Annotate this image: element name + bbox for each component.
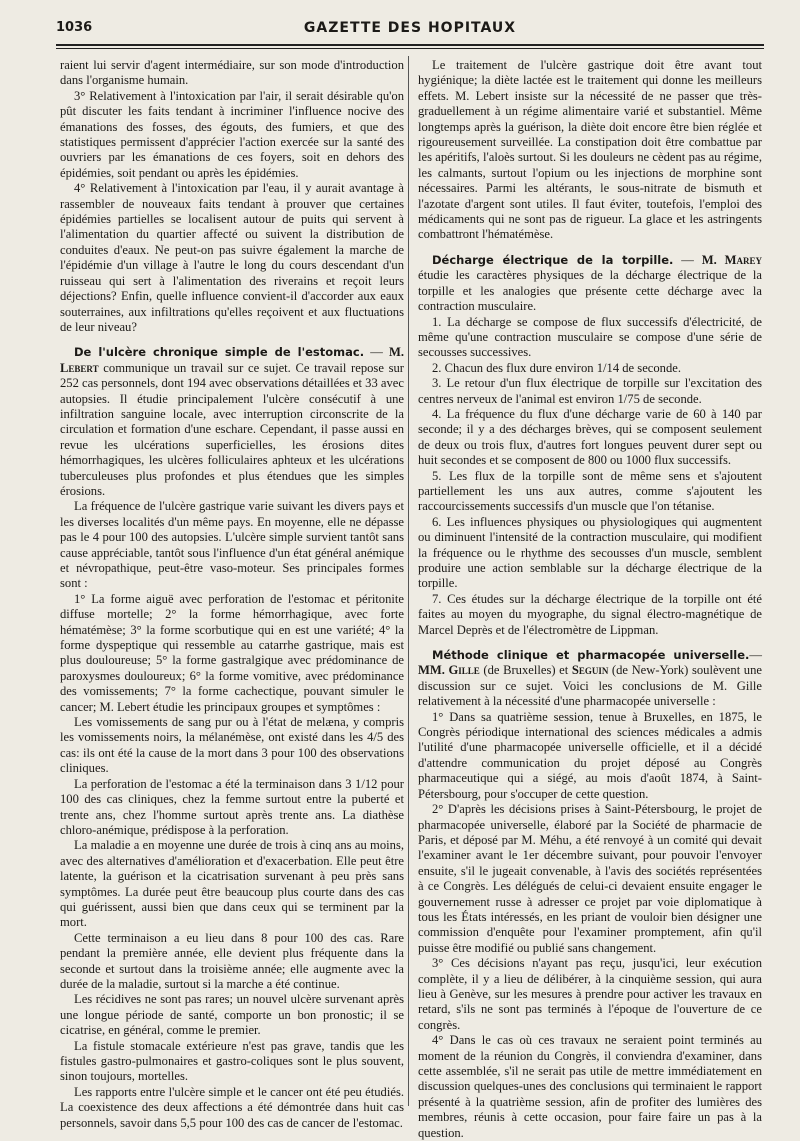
author-name: M. Marey <box>701 252 763 267</box>
paragraph: 1. La décharge se compose de flux successifs d'électricité, de même qu'une contraction musculaire se compose d'une série de secousses successives. <box>418 314 762 360</box>
dash: — <box>749 648 762 663</box>
paragraph-text: étudie les caractères physiques de la décharge électrique de la torpille et les analogies que présente cette décharge avec la contraction musculaire. <box>418 268 762 314</box>
section-title: Décharge électrique de la torpille. <box>432 252 674 267</box>
paragraph-text: (de Bruxelles) et <box>479 663 572 678</box>
section-lead-pharmacopee <box>418 648 762 710</box>
paragraph: 5. Les flux de la torpille sont de même sens et s'ajoutent partiellement les uns aux autres, comme s'ajoutent les raccourcissements successifs d'un muscle que l'on tétanise. <box>418 468 762 514</box>
column-divider <box>408 56 409 1106</box>
author-name: MM. Gille <box>418 663 480 678</box>
paragraph: 1° La forme aiguë avec perforation de l'estomac et péritonite diffuse mortelle; 2° la forme hémorrhagique, avec forte hématémèse; 3° la forme scorbutique qui en est une variété; 4° la forme dyspeptique qui ressemble au catarrhe gastrique, mais est plus douloureuse; 5° la forme gastralgique avec prédominance de paroxysmes douloureux; 6° la forme vomitive, avec prédominance des vomissements; 7° la forme cachectique, pouvant simuler le cancer; M. Lebert étudie les principaux groupes et symptômes : <box>60 591 404 714</box>
section-title: De l'ulcère chronique simple de l'estomac. <box>74 345 365 360</box>
dash: — <box>364 345 389 360</box>
paragraph: 4. La fréquence du flux d'une décharge varie de 60 à 140 par seconde; il y a des décharges brèves, qui se composent seulement de deux ou trois flux, d'autres fort longues peuvent durer sept ou huit secondes et se composent de 800 ou 1000 flux successifs. <box>418 406 762 468</box>
paragraph: 7. Ces études sur la décharge électrique de la torpille ont été faites au moyen du myographe, du signal électro-magnétique de Marcel Deprès et de l'électromètre de Lippman. <box>418 591 762 637</box>
section-lead-ulcere <box>60 345 404 499</box>
section-title: Méthode clinique et pharmacopée universelle. <box>432 648 750 663</box>
header-rule-thick <box>56 44 764 46</box>
paragraph: 6. Les influences physiques ou physiologiques qui augmentent ou diminuent l'intensité de la contraction musculaire, qui modifient la fréquence ou le rhythme des secousses d'un muscle, semblent produire une action semblable sur la décharge électrique de la torpille. <box>418 514 762 591</box>
dash: — <box>673 252 702 267</box>
paragraph: Le traitement de l'ulcère gastrique doit être avant tout hygiénique; la diète lactée est le traitement qui donne les meilleurs effets. M. Lebert insiste sur la nécessité de ne passer que très-graduellement à un régime alimentaire varié et substantiel. Même longtemps après la guérison, la diète doit encore être bien réglée et rigoureusement surveillée. La constipation doit être combattue par les apéritifs, l'aloès surtout. Si les douleurs ne cèdent pas au régime, les calmants, surtout l'opium ou les injections de morphine sont nécessaires. Parmi les altérants, le sous-nitrate de bismuth et l'azotate d'argent sont utiles. Il faut éviter, toutefois, l'emploi des médicaments qui ne sont pas de rigueur. La glace et les astringents combattront l'hématémèse. <box>418 58 762 242</box>
author-name: Seguin <box>571 663 609 678</box>
paragraph: 3. Le retour d'un flux électrique de torpille sur l'excitation des centres nerveux de l'animal est environ 1/75 de seconde. <box>418 376 762 406</box>
paragraph: 3° Ces décisions n'ayant pas reçu, jusqu'ici, leur exécution complète, il y a lieu de délibérer, à la cinquième session, qui aura lieu à Genève, sur les mesures à prendre pour activer les travaux en retard, s'ils ne sont pas terminés à l'époque de l'ouverture de ce congrès. <box>418 956 762 1032</box>
paragraph-text: (de New-York) soulèvent une discussion sur ce sujet. Voici les conclusions de M. Gille relativement à la nécessité d'une pharmacopée universelle : <box>418 663 762 709</box>
paragraph: Les rapports entre l'ulcère simple et le cancer ont été peu étudiés. La coexistence des deux affections a été démontrée dans huit cas personnels, savoir dans 5,5 pour 100 des cas de cancer de l'estomac. <box>60 1084 404 1130</box>
section-lead-torpille <box>418 253 762 315</box>
paragraph: 2. Chacun des flux dure environ 1/14 de seconde. <box>432 360 682 375</box>
paragraph: 4° Relativement à l'intoxication par l'eau, il y aurait avantage à rassembler de nouveaux faits tendant à prouver que certaines épidémies partielles se localisent autour de puits qui servent à l'alimentation du quartier affecté ou suivent la distribution de conduites d'eaux. Ne peut-on pas suivre également la marche de l'épidémie d'un village à l'autre le long du cours descendant d'un ruisseau qui sert à l'alimentation des riverains et reçoit leurs déjections? Enfin, quelle influence convient-il d'accorder aux eaux souterraines, aux infiltrations qu'elles reçoivent et aux fluctuations de leur niveau? <box>60 181 404 334</box>
running-title: GAZETTE DES HOPITAUX <box>303 20 517 36</box>
paragraph: La perforation de l'estomac a été la terminaison dans 3 1/12 pour 100 des cas cliniques, chez la femme surtout entre la puberté et trente ans, chez l'homme surtout après trente ans. La diathèse chloro-anémique, prédispose à la perforation. <box>60 776 404 837</box>
author-name: M. Lebert <box>60 345 404 375</box>
paragraph: 1° Dans sa quatrième session, tenue à Bruxelles, en 1875, le Congrès périodique international des sciences médicales a admis l'utilité d'une pharmacopée universelle officielle, et il a décidé d'attendre communication du projet déposé au Congrès pharmaceutique qui a siégé, au mois d'août 1874, à Saint-Pétersbourg, pour s'occuper de cette question. <box>418 709 762 801</box>
paragraph-text: communique un travail sur ce sujet. Ce travail repose sur 252 cas personnels, dont 194 avec observations détaillées et 33 avec autopsies. Il étudie principalement l'ulcère consécutif à une infiltration sanguine locale, avec interruption circonscrite de la circulation et formation d'une eschare. Cependant, il passe aussi en revue les ulcérations superficielles, les érosions dites hémorrhagiques, les ulcères folliculaires aphteux et les ulcérations tuberculeuses plus profondes et plus étendues que les simples érosions. <box>60 360 404 498</box>
paragraph: La fistule stomacale extérieure n'est pas grave, tandis que les fistules gastro-pulmonaires et gastro-coliques sont le plus souvent, sinon toujours, mortelles. <box>60 1038 404 1084</box>
paragraph: 4° Dans le cas où ces travaux ne seraient point terminés au moment de la réunion du Congrès, il conviendra d'examiner, dans cette assemblée, s'il ne serait pas utile de mettre immédiatement en discussion quelques-unes des conclusions qui terminaient le rapport présenté à la quatrième session, afin de profiter des lumières des membres, réunis à cette occasion, pour faire faire un pas à la question. <box>418 1033 762 1140</box>
paragraph: La maladie a en moyenne une durée de trois à cinq ans au moins, avec des alternatives d'amélioration et d'exacerbation. Elle peut être latente, la guérison et la cicatrisation survenant à peu près sans symptômes. La durée peut être beaucoup plus courte dans des cas qui guérissent, aussi bien que dans ceux qui se terminent par la mort. <box>60 838 404 930</box>
paragraph: La fréquence de l'ulcère gastrique varie suivant les divers pays et les diverses localités d'un même pays. En moyenne, elle ne dépasse pas le 4 pour 100 des autopsies. L'ulcère simple survient tantôt sans cause appréciable, tantôt sous l'influence d'un état général anémique et névropathique, peut-être vaso-moteur. Ses principales formes sont : <box>60 499 404 591</box>
paragraph: 2° D'après les décisions prises à Saint-Pétersbourg, le projet de pharmacopée universelle, élaboré par la Société de pharmacie de Paris, et déposé par M. Méhu, a été renvoyé à un comité qui devait l'examiner avant le 1er décembre suivant, pour pouvoir l'envoyer ensuite, s'il le jugeait convenable, à l'avis des sociétés représentées à ce Congrès. Les délégués de celui-ci devaient ensuite engager le gouvernement russe à adresser ce projet par voie diplomatique à tous les États intéressés, en les priant de vouloir bien désigner une commission d'enquête pour l'examiner promptement, afin qu'il puisse être modifié ou publié sans changement. <box>418 802 762 955</box>
header-rule-thin <box>56 48 764 49</box>
paragraph: Cette terminaison a eu lieu dans 8 pour 100 des cas. Rare pendant la première année, elle devient plus fréquente dans la seconde et surtout dans la troisième année; elle augmente avec la durée de la maladie, surtout si la marche a été continue. <box>60 930 404 991</box>
paragraph: raient lui servir d'agent intermédiaire, sur son mode d'introduction dans l'organisme humain. <box>60 58 404 88</box>
left-column <box>60 58 404 1131</box>
paragraph: 3° Relativement à l'intoxication par l'air, il serait désirable qu'on pût discuter les faits tendant à incriminer l'influence nocive des émanations des fosses, des égouts, des fumiers, et que des statistiques permissent d'apprécier l'action exercée sur la santé des ouvriers par les émanations de ces foyers, soit en dehors des épidémies, soit pendant ou après les épidémies. <box>60 88 404 180</box>
paragraph: Les récidives ne sont pas rares; un nouvel ulcère survenant après une longue période de santé, comporte un bon pronostic; il se cicatrise, en général, comme le premier. <box>60 992 404 1038</box>
page-number: 1036 <box>56 20 93 35</box>
right-column <box>418 58 762 1141</box>
page-header <box>56 18 764 40</box>
paragraph: Les vomissements de sang pur ou à l'état de melæna, y compris les vomissements noirs, la mélanémèse, ont existé dans les 4/5 des cas: ils ont été la cause de la mort dans 3 pour 100 des observations cliniques. <box>60 715 404 776</box>
